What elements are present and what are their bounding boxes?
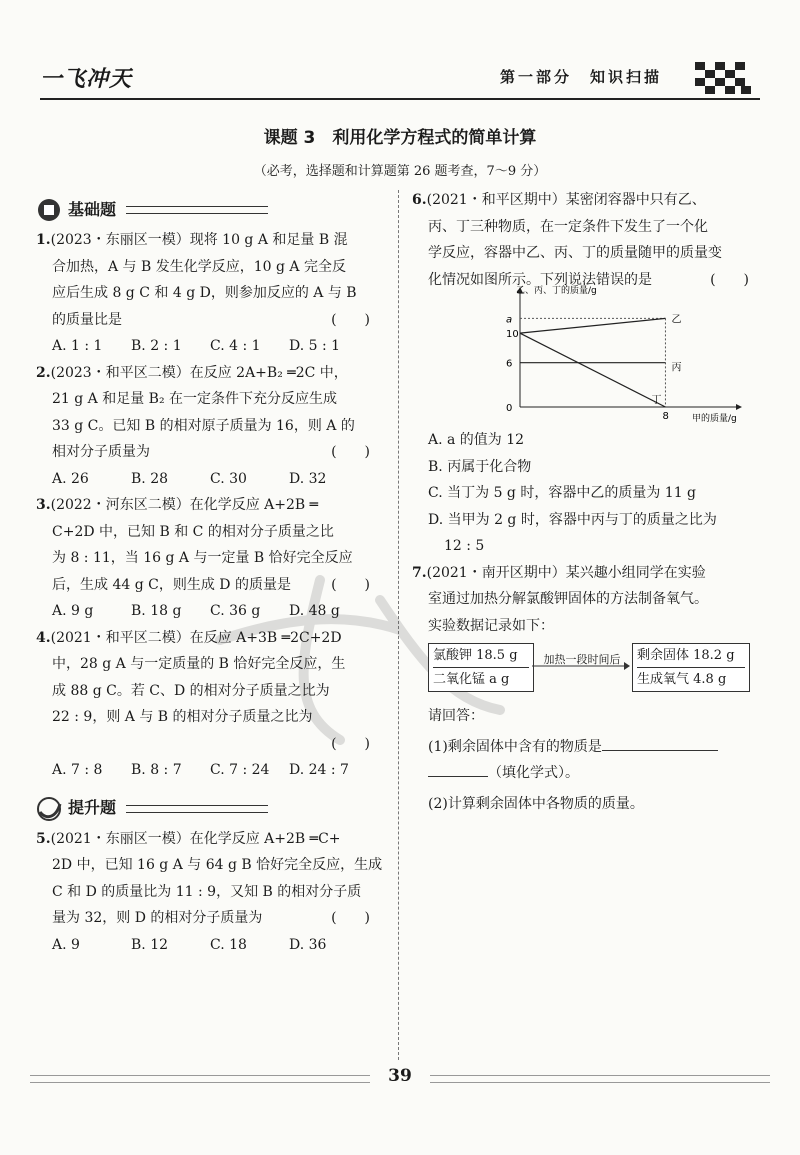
brand-logo: 一飞冲天 [40, 66, 133, 92]
question-3 [36, 492, 388, 625]
option-a: A. a 的值为 12 [428, 432, 525, 448]
q1-number: 1. [36, 232, 51, 248]
option-a: A. 7 : 8 [52, 762, 103, 778]
q7-sub1: (1)剩余固体中含有的物质是 [428, 738, 602, 755]
q5-line: 量为 32，则 D 的相对分子质量为 [52, 910, 263, 926]
flow-right-line: 剩余固体 18.2 g [637, 648, 735, 663]
answer-paren: ( ) [331, 576, 370, 593]
x-axis-arrow [736, 404, 742, 410]
q3-line: 后，生成 44 g C，则生成 D 的质量是 [52, 576, 291, 593]
q2-line: (2023・和平区二模）在反应 2A+B₂ ═2C 中， [50, 364, 348, 381]
option-b: B. 28 [131, 470, 169, 487]
series-label-3: 丁 [651, 395, 662, 406]
flow-box-left [428, 643, 534, 692]
q1-line: (2023・东丽区一模）现将 10 g A 和足量 B 混 [50, 232, 348, 248]
flow-arrow-label: 加热一段时间后 [543, 653, 621, 666]
q2-line: 相对分子质量为 [52, 444, 150, 460]
q7-line: 室通过加热分解氯酸钾固体的方法制备氧气。 [428, 591, 708, 607]
y-tick-label: 10 [506, 329, 519, 341]
question-7 [412, 560, 767, 818]
option-b: B. 18 g [131, 603, 182, 619]
q6-line: (2021・和平区期中）某密闭容器中只有乙、 [426, 192, 706, 208]
x-axis-label: 甲的质量/g [692, 414, 737, 424]
option-c: C. 30 [210, 470, 247, 487]
option-b: B. 2 : 1 [131, 338, 182, 354]
mass-chart [482, 286, 752, 427]
q1-line: 应后生成 8 g C 和 4 g D，则参加反应的 A 与 B [52, 285, 357, 301]
option-d: D. 5 : 1 [289, 338, 341, 354]
option-d: D. 36 [289, 936, 327, 953]
option-d: D. 当甲为 2 g 时，容器中丙与丁的质量之比为 [428, 511, 717, 528]
option-b: B. 丙属于化合物 [428, 458, 532, 475]
option-b: B. 12 [131, 936, 169, 953]
q4-number: 4. [36, 629, 51, 646]
flow-left-line: 氯酸钾 18.5 g [433, 648, 518, 663]
answer-blank [428, 760, 488, 777]
q3-line: C+2D 中，已知 B 和 C 的相对分子质量之比 [52, 523, 334, 540]
arrow-right-icon [532, 661, 630, 671]
question-5 [36, 826, 388, 959]
flow-left-line: 二氧化锰 a g [433, 667, 529, 691]
series-label-2: 丙 [671, 362, 682, 374]
section-advanced-rule [126, 805, 268, 813]
option-a: A. 1 : 1 [52, 338, 103, 354]
q4-line: (2021・和平区二模）在反应 A+3B ═2C+2D [50, 629, 342, 646]
q7-line: 实验数据记录如下： [428, 617, 554, 634]
option-c: C. 4 : 1 [210, 338, 261, 354]
answer-paren: ( ) [331, 735, 370, 752]
option-c: C. 当丁为 5 g 时，容器中乙的质量为 11 g [428, 485, 697, 501]
q4-line: 22 : 9，则 A 与 B 的相对分子质量之比为 [52, 709, 313, 725]
q2-number: 2. [36, 364, 51, 381]
section-advanced-label: 提升题 [68, 798, 117, 818]
q7-sub1-end: （填化学式）。 [488, 765, 579, 781]
q1-line: 的质量比是 [52, 311, 122, 328]
section-label: 第一部分 知识扫描 [500, 68, 663, 86]
answer-blank [602, 734, 718, 751]
puzzle-icon [36, 197, 62, 223]
y-axis-label: 乙、丙、丁的质量/g [516, 286, 597, 296]
q6-line: 丙、丁三种物质，在一定条件下发生了一个化 [428, 218, 708, 235]
page-subtitle: （必考，选择题和计算题第 26 题考查，7～9 分） [253, 164, 547, 179]
q7-number: 7. [412, 564, 427, 581]
answer-paren: ( ) [331, 311, 370, 328]
option-d: D. 48 g [289, 603, 340, 619]
question-1 [36, 227, 388, 360]
header-rule [40, 98, 760, 100]
answer-paren: ( ) [331, 444, 370, 460]
q2-line: 33 g C。已知 B 的相对原子质量为 16，则 A 的 [52, 417, 355, 434]
question-4 [36, 625, 388, 784]
q5-line: (2021・东丽区一模）在化学反应 A+2B ═C+ [50, 830, 341, 847]
q2-line: 21 g A 和足量 B₂ 在一定条件下充分反应生成 [52, 391, 338, 407]
page-number: 39 [370, 1066, 430, 1088]
question-6 [412, 187, 767, 560]
q3-line: (2022・河东区二模）在化学反应 A+2B ═ [50, 497, 319, 513]
option-d: D. 24 : 7 [289, 762, 349, 778]
series-line-3 [520, 333, 665, 407]
q5-line: C 和 D 的质量比为 11 : 9，又知 B 的相对分子质 [52, 883, 362, 900]
option-c: C. 36 g [210, 603, 261, 619]
answer-paren: ( ) [710, 271, 749, 288]
q3-line: 为 8 : 11，当 16 g A 与一定量 B 恰好完全反应 [52, 550, 353, 566]
swoosh-icon [36, 796, 62, 822]
option-c: C. 7 : 24 [210, 762, 270, 778]
q7-line: (2021・南开区期中）某兴趣小组同学在实验 [426, 564, 706, 581]
option-a: A. 9 [52, 936, 80, 953]
checker-decoration-icon [695, 62, 751, 98]
option-d: D. 32 [289, 470, 327, 487]
q7-sub2: (2)计算剩余固体中各物质的质量。 [428, 795, 644, 812]
q6-line: 化情况如图所示。下列说法错误的是 [428, 271, 652, 288]
y-tick-label: a [506, 314, 513, 326]
left-column [36, 199, 388, 958]
answer-paren: ( ) [331, 910, 370, 926]
y-tick-label: 0 [506, 403, 513, 414]
series-line-1 [520, 318, 665, 333]
q6-number: 6. [412, 192, 427, 208]
option-a: A. 26 [52, 470, 89, 487]
section-basic-rule [126, 206, 268, 214]
option-d-cont: 12 : 5 [444, 538, 485, 554]
q7-prompt: 请回答： [428, 708, 484, 724]
section-basic-label: 基础题 [68, 199, 117, 219]
y-tick-label: 6 [506, 358, 513, 370]
experiment-flow [428, 643, 767, 697]
q5-line: 2D 中，已知 16 g A 与 64 g B 恰好完全反应，生成 [52, 857, 383, 873]
q3-number: 3. [36, 497, 51, 513]
flow-right-line: 生成氧气 4.8 g [637, 667, 745, 691]
section-advanced [36, 792, 388, 826]
question-2 [36, 360, 388, 493]
right-column [412, 187, 767, 817]
option-c: C. 18 [210, 936, 247, 953]
page-title: 课题 3 利用化学方程式的简单计算 [263, 128, 537, 148]
section-basic [36, 193, 388, 227]
q6-line: 学反应，容器中乙、丙、丁的质量随甲的质量变 [428, 245, 722, 261]
q4-line: 中，28 g A 与一定质量的 B 恰好完全反应，生 [52, 656, 346, 672]
option-a: A. 9 g [52, 603, 94, 619]
q5-number: 5. [36, 830, 51, 847]
q1-line: 合加热，A 与 B 发生化学反应，10 g A 完全反 [52, 258, 346, 275]
q4-line: 成 88 g C。若 C、D 的相对分子质量之比为 [52, 682, 330, 699]
option-b: B. 8 : 7 [131, 762, 182, 778]
x-tick-label: 8 [662, 411, 669, 422]
flow-box-right [632, 643, 750, 692]
series-label-1: 乙 [671, 314, 682, 326]
